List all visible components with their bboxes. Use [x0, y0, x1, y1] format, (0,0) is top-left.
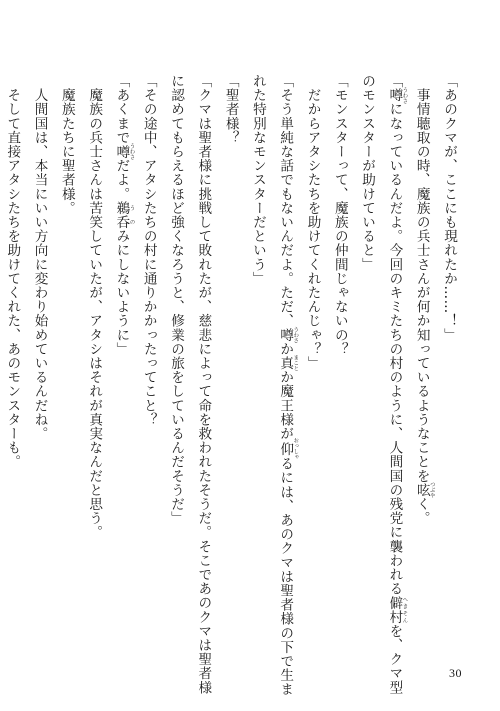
text-segment: 「その途中、アタシたちの村に通りかかったってこと？	[140, 74, 157, 427]
ruby-base: 鵜	[113, 200, 130, 216]
text-segment: のモンスターが助けていると」	[359, 74, 376, 272]
ruby-annotation	[113, 215, 135, 230]
text-line	[80, 74, 107, 634]
text-line	[435, 74, 462, 634]
text-line	[326, 74, 353, 634]
text-line	[53, 74, 80, 634]
ruby-reading: の	[128, 215, 135, 230]
ruby-reading: うわさ	[292, 326, 299, 344]
ruby-annotation	[277, 354, 299, 372]
ruby-annotation	[386, 609, 408, 624]
text-segment: く。	[413, 497, 430, 526]
ruby-base: 僻	[386, 595, 403, 610]
ruby-annotation	[413, 481, 435, 499]
text-line	[298, 74, 325, 634]
text-segment: だよ。	[113, 158, 130, 201]
ruby-base: 噂	[386, 86, 403, 104]
ruby-base: 噂	[277, 326, 294, 344]
text-segment: 「クマは聖者様に挑戦して敗れたが、慈悲によって命を救われたそうだ。そこであのクマは聖者様	[195, 74, 212, 695]
text-segment: れた特別なモンスターだという」	[249, 74, 266, 286]
text-line	[380, 74, 408, 695]
text-segment: 「あくまで	[113, 74, 130, 145]
ruby-annotation	[386, 595, 408, 610]
text-line	[162, 74, 189, 634]
text-segment: 魔族たちに聖者様。	[58, 74, 75, 215]
text-line	[216, 74, 243, 634]
text-segment: か魔王様が	[277, 370, 294, 441]
ruby-annotation	[277, 437, 299, 460]
page-number: 30	[449, 666, 462, 680]
ruby-annotation	[386, 86, 408, 104]
text-line	[107, 74, 134, 634]
text-segment: 魔族の兵士さんは苦笑していたが、アタシはそれが真実なんだと思う。	[86, 74, 103, 540]
ruby-annotation	[113, 143, 135, 160]
ruby-reading: うわさ	[128, 143, 135, 160]
ruby-reading: つぶや	[428, 481, 435, 499]
text-segment: を、クマ型	[386, 623, 403, 695]
ruby-annotation	[277, 326, 299, 344]
text-segment: に認めてもらえるほど強くなろうと、修業の旅をしているんだそうだ」	[168, 74, 185, 526]
text-segment: 「そう単純な話でもないんだよ。ただ、	[277, 74, 294, 328]
ruby-base: 呟	[413, 481, 430, 499]
text-line	[0, 74, 25, 634]
ruby-annotation	[113, 200, 135, 216]
text-segment: だからアタシたちを助けてくれたんじゃ？」	[304, 74, 321, 371]
text-segment: そして直接アタシたちを助けてくれた、あのモンスターも。	[4, 74, 21, 469]
ruby-reading: おっしゃ	[292, 437, 299, 460]
text-segment: 「モンスターって、魔族の仲間じゃないの？	[331, 74, 348, 356]
ruby-reading: うわさ	[401, 86, 408, 104]
text-segment: 「あのクマが、ここにも現れたか……！」	[441, 74, 457, 342]
text-segment: 「聖者様？	[222, 74, 239, 145]
ruby-base: 真	[277, 354, 294, 372]
ruby-reading: まこと	[292, 354, 299, 372]
ruby-base: 村	[386, 609, 403, 624]
text-segment: 事情聴取の時、魔族の兵士さんが何か知っているようなことを	[413, 74, 430, 483]
text-line	[271, 74, 299, 697]
ruby-base: 呑	[113, 215, 130, 230]
ruby-reading: そん	[401, 609, 408, 624]
text-line	[189, 74, 216, 695]
text-line	[407, 74, 434, 634]
text-segment: みにしないように」	[113, 229, 130, 357]
text-line	[353, 74, 380, 634]
ruby-reading: う	[128, 200, 135, 216]
text-line	[25, 74, 52, 634]
text-segment: 「	[386, 74, 403, 89]
text-segment: か	[277, 341, 294, 357]
text-segment: になっているんだよ。今回のキミたちの村のように、人間国の残党に襲われる	[386, 102, 403, 596]
text-line	[134, 74, 161, 634]
ruby-reading: へき	[401, 595, 408, 610]
ruby-base: 噂	[113, 143, 130, 160]
text-segment: 人間国は、本当にいい方向に変わり始めているんだね。	[31, 74, 48, 441]
text-line	[244, 74, 271, 634]
text-segment: るには、あのクマは聖者様の下で生ま	[277, 456, 294, 697]
ruby-base: 仰	[277, 437, 294, 460]
